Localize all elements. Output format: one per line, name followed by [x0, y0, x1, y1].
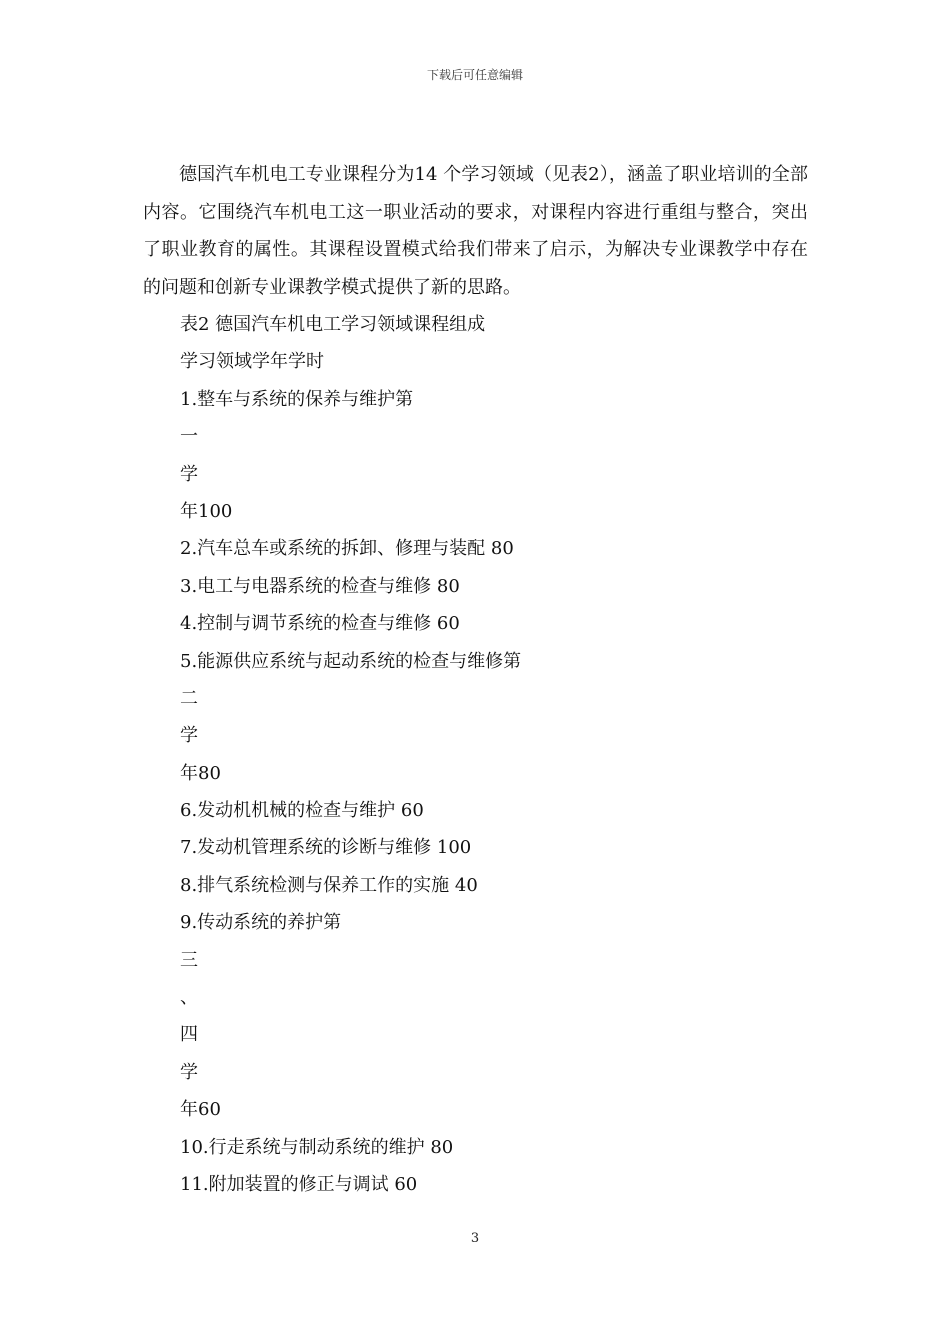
text-line: 9.传动系统的养护第	[180, 912, 342, 934]
text-line: 6.发动机机械的检查与维护 60	[180, 800, 424, 822]
text-line: 年100	[180, 500, 233, 522]
intro-paragraph: 德国汽车机电工专业课程分为14 个学习领域（见表2），涵盖了职业培训的全部内容。它围绕汽车机电工这一职业活动的要求，对课程内容进行重组与整合，突出了职业教育的属性。其课程设置模式给我们带来了启示，为解决专业课教学中存在的问题和创新专业课教学模式提供了新的思路。	[143, 164, 808, 298]
text-line: 、	[180, 987, 198, 1009]
text-line: 11.附加装置的修正与调试 60	[180, 1173, 418, 1195]
text-line: 一	[180, 426, 198, 448]
text-line: 8.排气系统检测与保养工作的实施 40	[180, 874, 478, 896]
text-line: 1.整车与系统的保养与维护第	[180, 388, 414, 410]
text-line: 学	[180, 1061, 198, 1083]
text-line: 10.行走系统与制动系统的维护 80	[180, 1136, 454, 1158]
text-line: 年80	[180, 762, 221, 784]
text-line: 2.汽车总车或系统的拆卸、修理与装配 80	[180, 538, 514, 560]
page-header: 下载后可任意编辑	[426, 68, 523, 82]
text-line: 四	[180, 1024, 198, 1046]
text-line: 三	[180, 949, 198, 971]
text-line: 3.电工与电器系统的检查与维修 80	[180, 575, 460, 597]
text-line: 4.控制与调节系统的检查与维修 60	[180, 613, 460, 635]
text-line: 年60	[180, 1099, 221, 1121]
table-header-line: 学习领域学年学时	[180, 351, 324, 373]
text-line: 5.能源供应系统与起动系统的检查与维修第	[180, 650, 522, 672]
text-line: 学	[180, 463, 198, 485]
text-line: 二	[180, 687, 198, 709]
text-line: 7.发动机管理系统的诊断与维修 100	[180, 837, 472, 859]
text-line: 学	[180, 725, 198, 747]
page-number: 3	[470, 1231, 480, 1246]
table-caption: 表2 德国汽车机电工学习领域课程组成	[180, 314, 486, 335]
course-table-lines	[180, 306, 521, 1203]
